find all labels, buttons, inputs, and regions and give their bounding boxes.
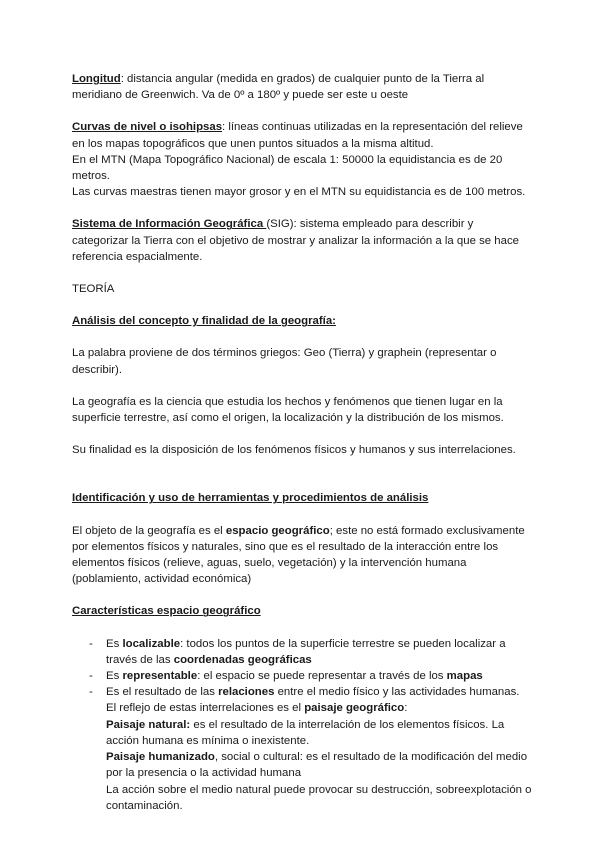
b1-mid: : todos los puntos de la superficie terrestre se pueden localizar a través de las: [106, 637, 506, 666]
list-item-representable: [106, 668, 532, 684]
curvas-text: : líneas continuas utilizadas en la representación del relieve en los mapas topográficos que unen puntos situados a la misma altitud.: [72, 121, 523, 150]
sig-term: Sistema de Información Geográfica: [72, 218, 267, 231]
b2-bold-maps: mapas: [446, 670, 483, 683]
tools-text-pre: El objeto de la geografía es el: [72, 524, 226, 537]
natural-landscape-term: Paisaje natural:: [106, 718, 191, 731]
b3-pre: Es el resultado de las: [106, 686, 219, 699]
humanized-landscape-term: Paisaje humanizado: [106, 751, 215, 764]
b3-bold-relations: relaciones: [218, 686, 275, 699]
list-item-localizable: [106, 636, 532, 668]
teoria-label: TEORÍA: [72, 283, 115, 296]
tools-heading: Identificación y uso de herramientas y procedimientos de análisis: [72, 492, 429, 505]
natural-landscape-paragraph: [106, 717, 532, 749]
analysis-paragraph-purpose: Su finalidad es la disposición de los fenómenos físicos y humanos y sus interrelaciones.: [72, 444, 516, 457]
b3-post: :: [404, 702, 408, 715]
characteristics-heading: Características espacio geográfico: [72, 605, 261, 618]
b2-pre: Es: [106, 670, 123, 683]
b1-bold-coordinates: coordenadas geográficas: [173, 653, 312, 666]
sig-text: (SIG): sistema empleado para describir y categorizar la Tierra con el objetivo de mostrar y analizar la información a la que se hace referencia espacialmente.: [72, 218, 519, 263]
curvas-definition: [72, 119, 532, 151]
b2-bold-representable: representable: [122, 670, 198, 683]
analysis-heading: Análisis del concepto y finalidad de la geografía:: [72, 315, 336, 328]
tools-paragraph: [72, 523, 532, 588]
sig-definition: [72, 216, 532, 265]
b1-bold-localizable: localizable: [122, 637, 181, 650]
tools-text-post: ; este no está formado exclusivamente por elementos físicos y naturales, sino que es el resultado de la interacción entre los elementos físicos (relieve, aguas, suelo, vegetación) y la intervención humana (poblamiento, actividad económica): [72, 524, 525, 586]
master-curves-text: Las curvas maestras tienen mayor grosor y en el MTN su equidistancia es de 100 metros.: [72, 186, 526, 199]
analysis-paragraph-definition: La geografía es la ciencia que estudia los hechos y fenómenos que tienen lugar en la superficie terrestre, así como el origen, la localización y la distribución de los mismos.: [72, 395, 504, 425]
curvas-term: Curvas de nivel o isohipsas: [72, 121, 223, 134]
b3-mid: entre el medio físico y las actividades humanas. El reflejo de estas interrelaciones es el: [106, 686, 520, 715]
longitud-text: : distancia angular (medida en grados) de cualquier punto de la Tierra al meridiano de Greenwich. Va de 0º a 180º y puede ser este u oeste: [72, 73, 485, 102]
longitud-definition: [72, 71, 532, 103]
b1-pre: Es: [106, 637, 123, 650]
mtn-equidistance-text: En el MTN (Mapa Topográfico Nacional) de escala 1: 50000 la equidistancia es de 20 metros.: [72, 153, 503, 183]
b2-mid: : el espacio se puede representar a través de los: [197, 670, 447, 683]
document-page: [72, 71, 532, 814]
b3-bold-landscape: paisaje geográfico: [304, 702, 405, 715]
list-item-relations: [106, 684, 532, 814]
humanized-landscape-paragraph: [106, 749, 532, 781]
humanized-landscape-text: , social o cultural: es el resultado de la modificación del medio por la presencia o la actividad humana: [106, 751, 528, 780]
b3-intro: [106, 684, 532, 716]
natural-landscape-text: es el resultado de la interrelación de los elementos físicos. La acción humana es mínima o inexistente.: [106, 718, 505, 747]
tools-text-bold: espacio geográfico: [225, 524, 330, 537]
analysis-paragraph-etymology: La palabra proviene de dos términos griegos: Geo (Tierra) y graphein (representar o describir).: [72, 347, 497, 376]
human-action-paragraph: La acción sobre el medio natural puede provocar su destrucción, sobreexplotación o contaminación.: [106, 783, 532, 812]
longitud-term: Longitud: [72, 73, 121, 85]
characteristics-list: [72, 636, 532, 814]
